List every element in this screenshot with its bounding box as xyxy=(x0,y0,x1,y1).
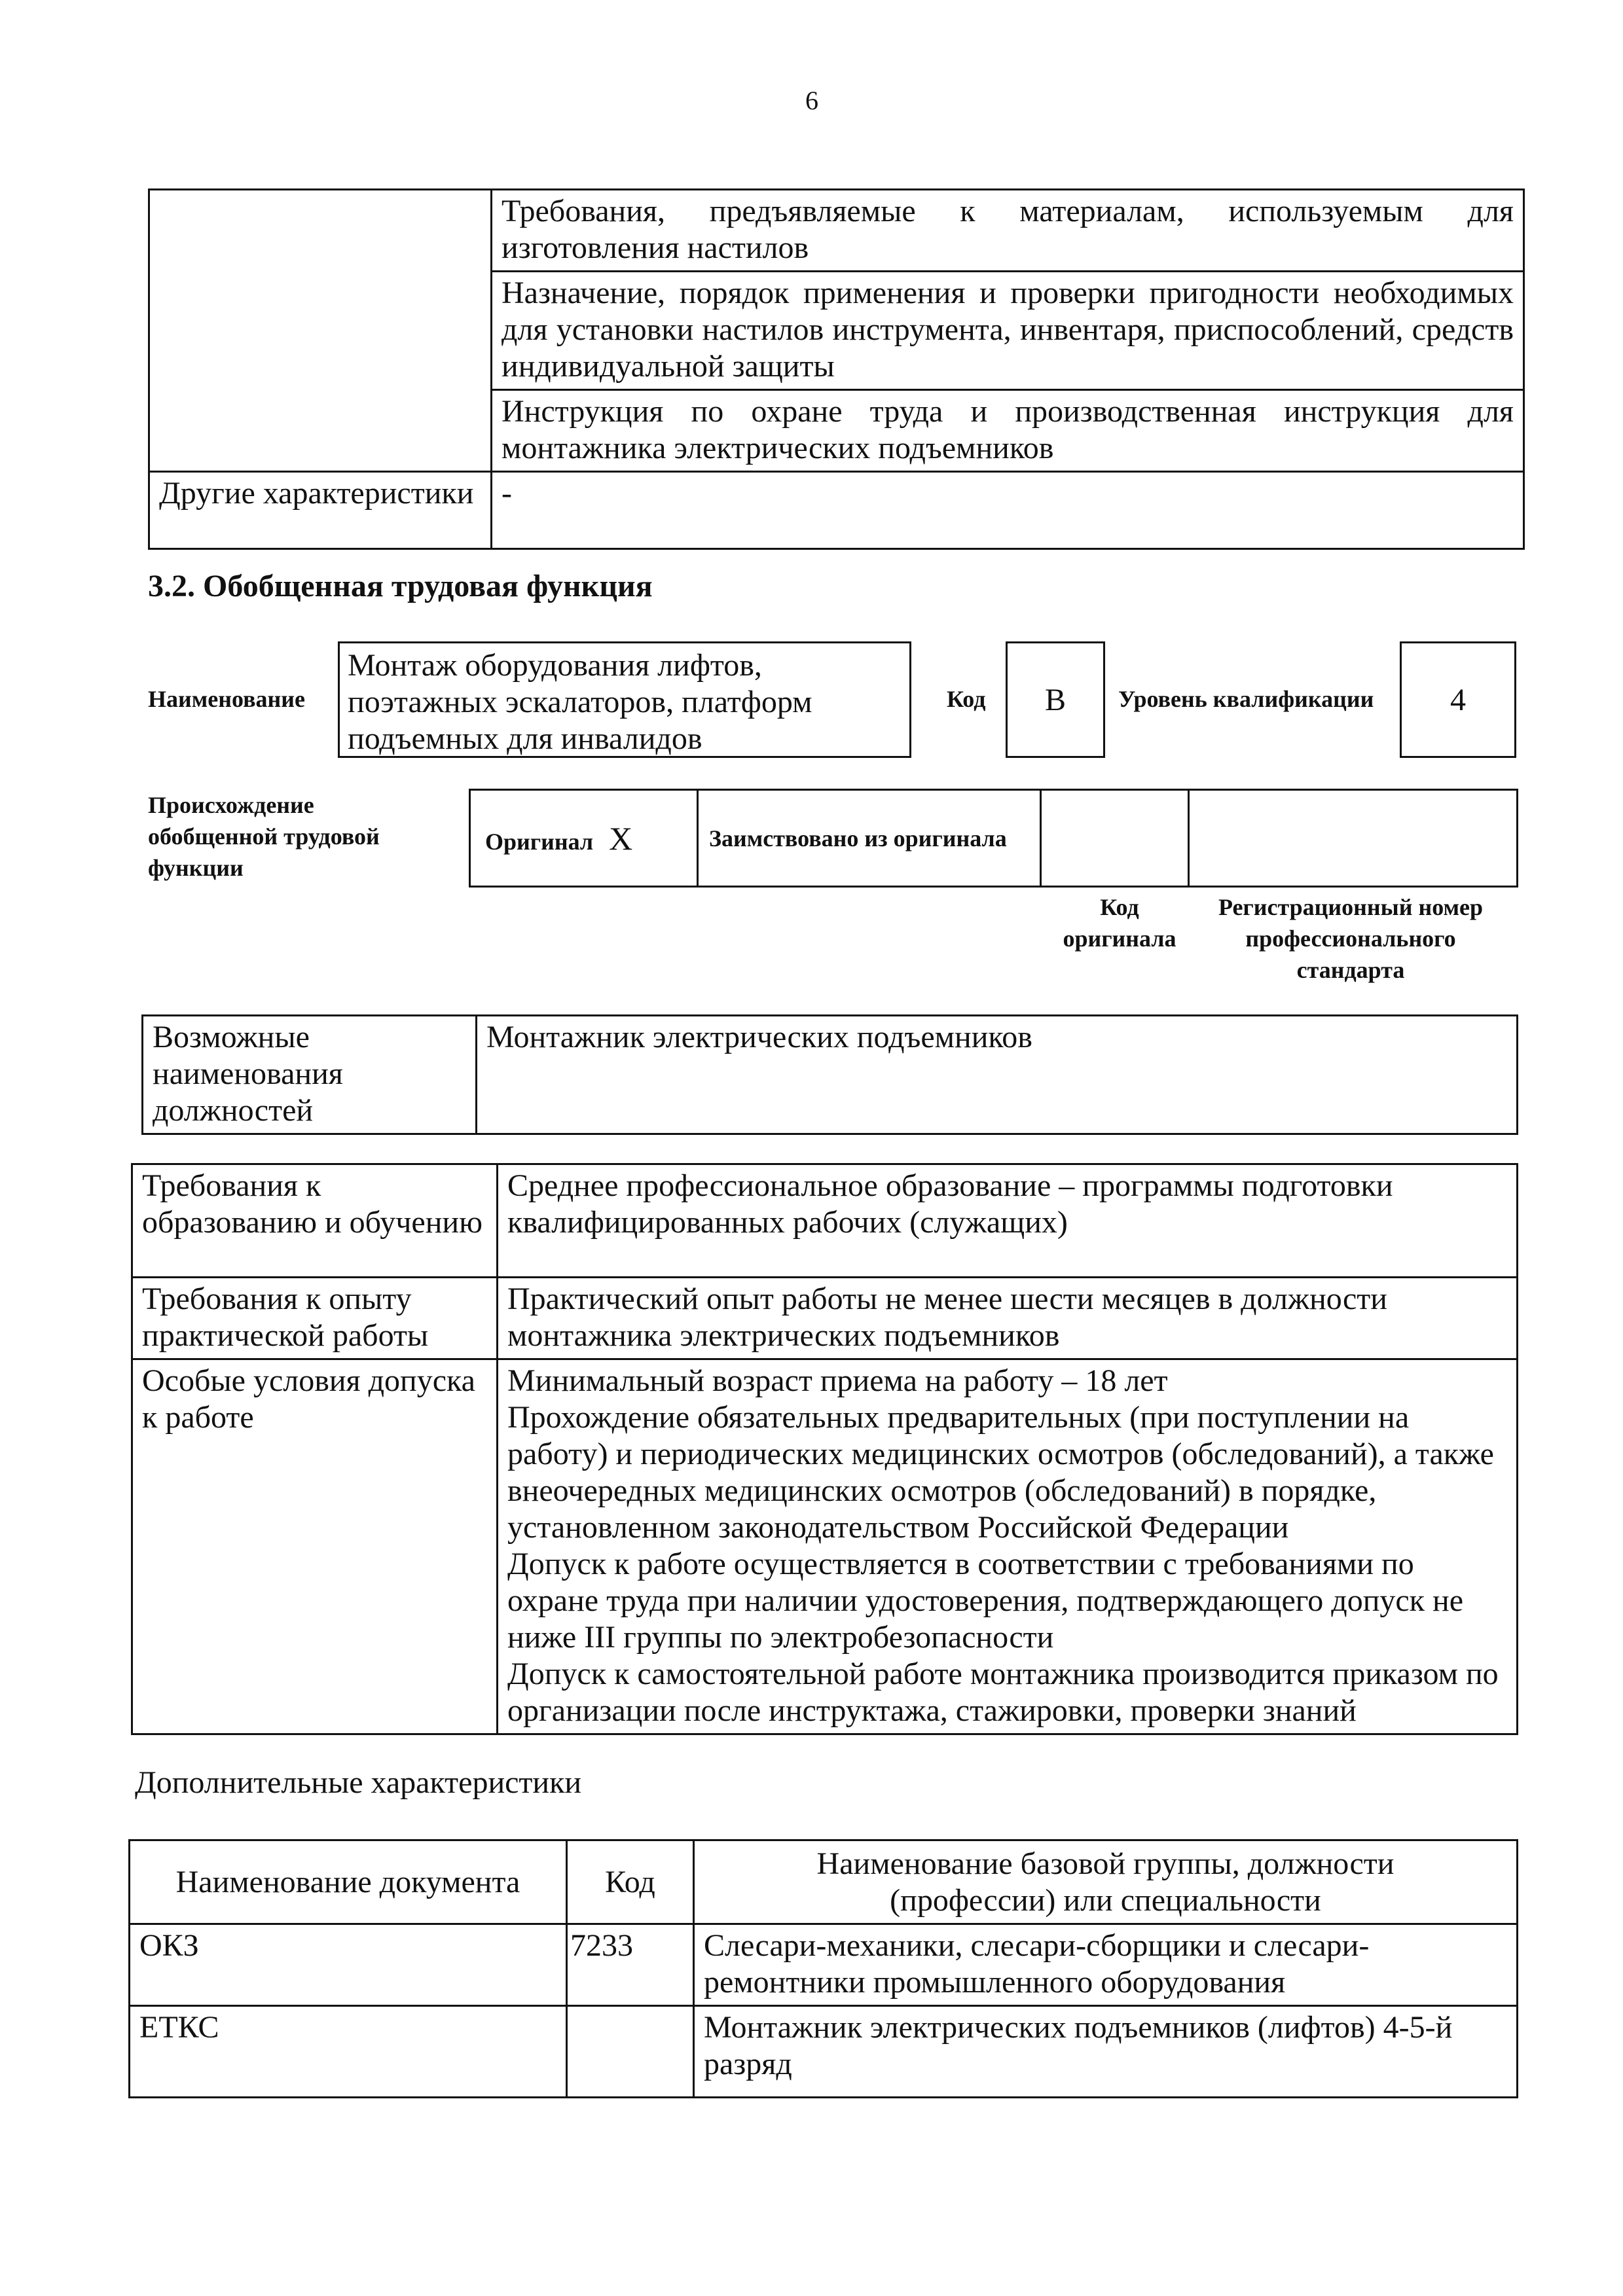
code-value: B xyxy=(1044,682,1066,717)
knowledge-item: Требования, предъявляемые к материалам, используемым для изготовления настилов xyxy=(492,190,1524,272)
code-label: Код xyxy=(947,686,986,712)
knowledge-label-cell xyxy=(149,190,492,472)
special-conditions-value xyxy=(498,1359,1518,1734)
origin-label: Происхождение обобщенной трудовой функции xyxy=(148,792,380,881)
doc-name-cell: ЕТКС xyxy=(130,2006,567,2098)
origin-table xyxy=(469,789,1518,888)
additional-characteristics-table xyxy=(128,1839,1518,2098)
origin-original-cell xyxy=(470,790,698,887)
education-requirements-value xyxy=(498,1164,1518,1278)
experience-requirements-value xyxy=(498,1278,1518,1359)
origin-reg-number-cell xyxy=(1189,790,1518,887)
requirement-line: Минимальный возраст приема на работу – 18 лет xyxy=(507,1363,1168,1398)
positions-value: Монтажник электрических подъемников xyxy=(477,1016,1518,1134)
requirement-line: Практический опыт работы не менее шести месяцев в должности монтажника электрических подъемников xyxy=(507,1282,1387,1353)
name-label: Наименование xyxy=(148,686,305,712)
level-value: 4 xyxy=(1450,682,1466,717)
knowledge-item: Назначение, порядок применения и проверки пригодности необходимых для установки настилов инструмента, инвентаря, приспособлений, средств индивидуальной защиты xyxy=(492,272,1524,390)
header-document: Наименование документа xyxy=(130,1840,567,1924)
knowledge-table xyxy=(148,188,1525,550)
requirement-line: Допуск к работе осуществляется в соответствии с требованиями по охране труда при наличии удостоверения, подтверждающего допуск не ниже III группы по электробезопасности xyxy=(507,1547,1463,1655)
requirements-table xyxy=(131,1163,1518,1735)
doc-name-cell: ОКЗ xyxy=(130,1924,567,2006)
special-conditions-label: Особые условия допуска к работе xyxy=(132,1359,498,1734)
origin-code-cell xyxy=(1041,790,1189,887)
header-group-name: Наименование базовой группы, должности (профессии) или специальности xyxy=(694,1840,1518,1924)
positions-label: Возможные наименования должностей xyxy=(143,1016,477,1134)
header-code: Код xyxy=(567,1840,694,1924)
requirement-line: Прохождение обязательных предварительных (при поступлении на работу) и периодических медицинских осмотров (обследований), а также внеочередных медицинских осмотров (обследований) в порядке, установленном законодательством Российской Федерации xyxy=(507,1400,1494,1545)
other-characteristics-label: Другие характеристики xyxy=(149,472,492,549)
education-requirements-label: Требования к образованию и обучению xyxy=(132,1164,498,1278)
original-mark: X xyxy=(609,819,633,857)
function-name-value: Монтаж оборудования лифтов, поэтажных эскалаторов, платформ подъемных для инвалидов xyxy=(348,648,812,756)
code-cell: 7233 xyxy=(567,1924,694,2006)
reg-number-caption: Регистрационный номер профессионального стандарта xyxy=(1218,894,1484,983)
additional-characteristics-title: Дополнительные характеристики xyxy=(135,1765,582,1800)
origin-borrowed-cell xyxy=(698,790,1041,887)
experience-requirements-label: Требования к опыту практической работы xyxy=(132,1278,498,1359)
function-name-box xyxy=(338,641,911,758)
code-cell xyxy=(567,2006,694,2098)
requirement-line: Среднее профессиональное образование – программы подготовки квалифицированных рабочих (служащих) xyxy=(507,1168,1393,1240)
table-row xyxy=(130,1924,1518,2006)
group-name-cell: Монтажник электрических подъемников (лифтов) 4-5-й разряд xyxy=(694,2006,1518,2098)
code-original-caption: Код оригинала xyxy=(1063,894,1176,952)
knowledge-item: Инструкция по охране труда и производственная инструкция для монтажника электрических подъемников xyxy=(492,390,1524,472)
original-label: Оригинал xyxy=(485,828,594,855)
group-name-cell: Слесари-механики, слесари-сборщики и слесари-ремонтники промышленного оборудования xyxy=(694,1924,1518,2006)
other-characteristics-value: - xyxy=(492,472,1524,549)
requirement-line: Допуск к самостоятельной работе монтажника производится приказом по организации после инструктажа, стажировки, проверки знаний xyxy=(507,1657,1499,1728)
borrowed-label: Заимствовано из оригинала xyxy=(709,825,1007,852)
code-value-box xyxy=(1006,641,1105,758)
page-number: 6 xyxy=(805,86,818,115)
level-label: Уровень квалификации xyxy=(1118,686,1374,712)
table-row xyxy=(130,2006,1518,2098)
positions-table xyxy=(141,1014,1518,1135)
section-title: 3.2. Обобщенная трудовая функция xyxy=(148,569,653,603)
level-value-box xyxy=(1400,641,1516,758)
